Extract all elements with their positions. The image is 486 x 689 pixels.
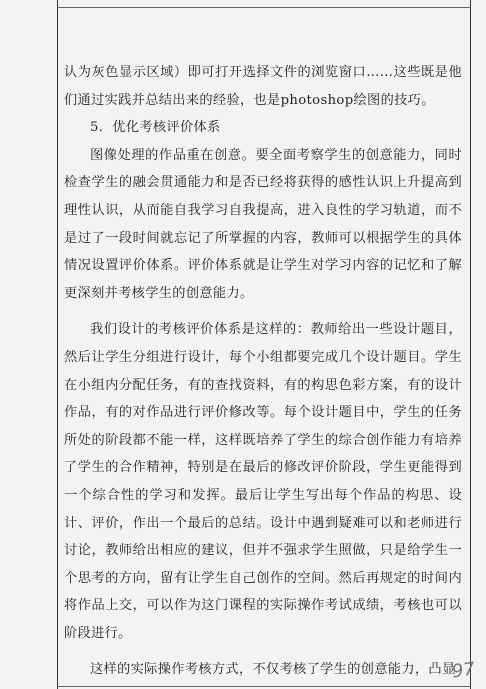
handwritten-page-number: 97	[450, 658, 477, 683]
paragraph-creativity: 图像处理的作品重在创意。要全面考察学生的创意能力，同时检查学生的融会贯通能力和是否已经将获得的感性认识上升提高到理性认识，从而能自我学习自我提高，进入良性的学习轨道，而不是过了一段时间就忘记了所掌握的内容，教师可以根据学生的具体情况设置评价体系。评价体系就是让学生对学习内容的记忆和了解更深刻并考核学生的创意能力。	[64, 147, 462, 301]
border-line-right	[470, 0, 471, 689]
continuation-paragraph: 认为灰色显示区域）即可打开选择文件的浏览窗口……这些既是他们通过实践并总结出来的经验，也是photoshop绘图的技巧。	[64, 65, 462, 108]
border-line-left	[57, 0, 58, 689]
section-heading: 5．优化考核评价体系	[90, 120, 221, 136]
border-line-bottom	[57, 686, 471, 687]
border-line-top	[57, 7, 471, 8]
paragraph-assessment: 这样的实际操作考核方式，不仅考核了学生的创意能力，凸显	[90, 662, 456, 678]
paragraph-evaluation-system: 我们设计的考核评价体系是这样的：教师给出一些设计题目，然后让学生分组进行设计，每个小组都要完成几个设计题目。学生在小组内分配任务，有的查找资料，有的构思色彩方案，有的设计作品，有的对作品进行评价修改等。每个设计题目中，学生的任务所处的阶段都不能一样，这样既培养了学生的综合创作能力有培养了学生的合作精神，特别是在最后的修改评价阶段，学生更能得到一个综合性的学习和发挥。最后让学生写出每个作品的构思、设计、评价，作出一个最后的总结。设计中遇到疑难可以和老师进行讨论，教师给出相应的建议，但并不强求学生照做，只是给学生一个思考的方向，留有让学生自己创作的空间。然后再规定的时间内将作品上交，可以作为这门课程的实际操作考试成绩，考核也可以阶段进行。	[64, 322, 462, 641]
body-text	[64, 59, 462, 684]
